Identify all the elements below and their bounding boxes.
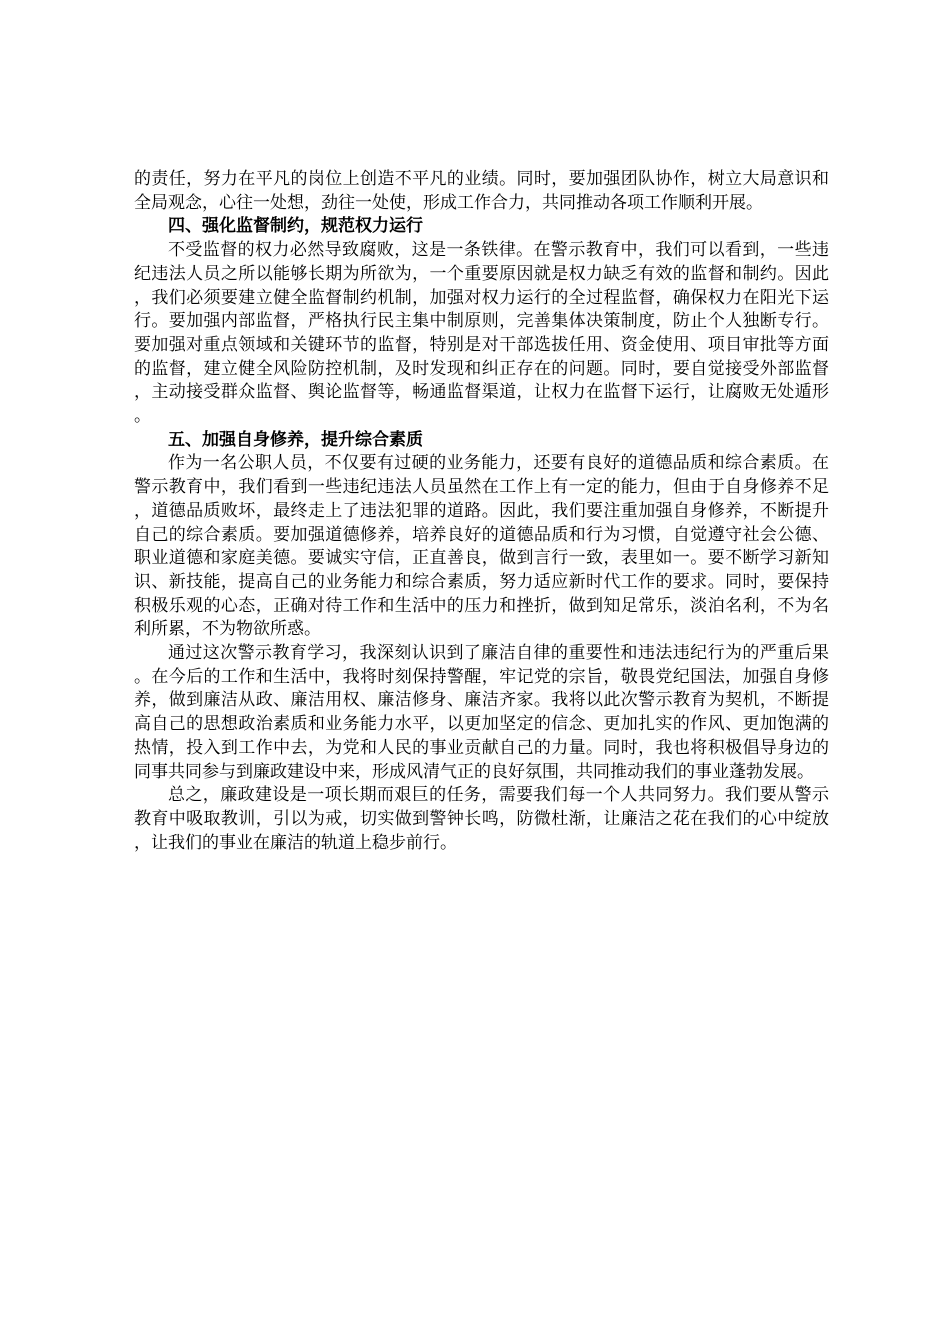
document-body <box>134 168 829 855</box>
section-heading-5: 五、加强自身修养，提升综合素质 <box>168 429 423 450</box>
paragraph-conclusion: 总之，廉政建设是一项长期而艰巨的任务，需要我们每一个人共同努力。我们要从警示教育中吸取教训，引以为戒，切实做到警钟长鸣，防微杜渐，让廉洁之花在我们的心中绽放，让我们的事业在廉洁的轨道上稳步前行。 <box>134 785 829 853</box>
paragraph-reflection: 通过这次警示教育学习，我深刻认识到了廉洁自律的重要性和违法违纪行为的严重后果。在今后的工作和生活中，我将时刻保持警醒，牢记党的宗旨，敬畏党纪国法，加强自身修养，做到廉洁从政、廉洁用权、廉洁修身、廉洁齐家。我将以此次警示教育为契机，不断提高自己的思想政治素质和业务能力水平，以更加坚定的信念、更加扎实的作风、更加饱满的热情，投入到工作中去，为党和人民的事业贡献自己的力量。同时，我也将积极倡导身边的同事共同参与到廉政建设中来，形成风清气正的良好氛围，共同推动我们的事业蓬勃发展。 <box>134 643 829 782</box>
paragraph-continuation: 的责任，努力在平凡的岗位上创造不平凡的业绩。同时，要加强团队协作，树立大局意识和全局观念，心往一处想，劲往一处使，形成工作合力，共同推动各项工作顺利开展。 <box>134 169 829 213</box>
paragraph-self-cultivation: 作为一名公职人员，不仅要有过硬的业务能力，还要有良好的道德品质和综合素质。在警示教育中，我们看到一些违纪违法人员虽然在工作上有一定的能力，但由于自身修养不足，道德品质败坏，最终走上了违法犯罪的道路。因此，我们要注重加强自身修养，不断提升自己的综合素质。要加强道德修养，培养良好的道德品质和行为习惯，自觉遵守社会公德、职业道德和家庭美德。要诚实守信，正直善良，做到言行一致，表里如一。要不断学习新知识、新技能，提高自己的业务能力和综合素质，努力适应新时代工作的要求。同时，要保持积极乐观的心态，正确对待工作和生活中的压力和挫折，做到知足常乐，淡泊名利，不为名利所累，不为物欲所惑。 <box>134 453 829 640</box>
section-heading-4: 四、强化监督制约，规范权力运行 <box>168 216 423 237</box>
paragraph-supervision: 不受监督的权力必然导致腐败，这是一条铁律。在警示教育中，我们可以看到，一些违纪违法人员之所以能够长期为所欲为，一个重要原因就是权力缺乏有效的监督和制约。因此，我们必须要建立健全监督制约机制，加强对权力运行的全过程监督，确保权力在阳光下运行。要加强内部监督，严格执行民主集中制原则，完善集体决策制度，防止个人独断专行。要加强对重点领域和关键环节的监督，特别是对干部选拔任用、资金使用、项目审批等方面的监督，建立健全风险防控机制，及时发现和纠正存在的问题。同时，要自觉接受外部监督，主动接受群众监督、舆论监督等，畅通监督渠道，让权力在监督下运行，让腐败无处遁形。 <box>134 240 829 427</box>
